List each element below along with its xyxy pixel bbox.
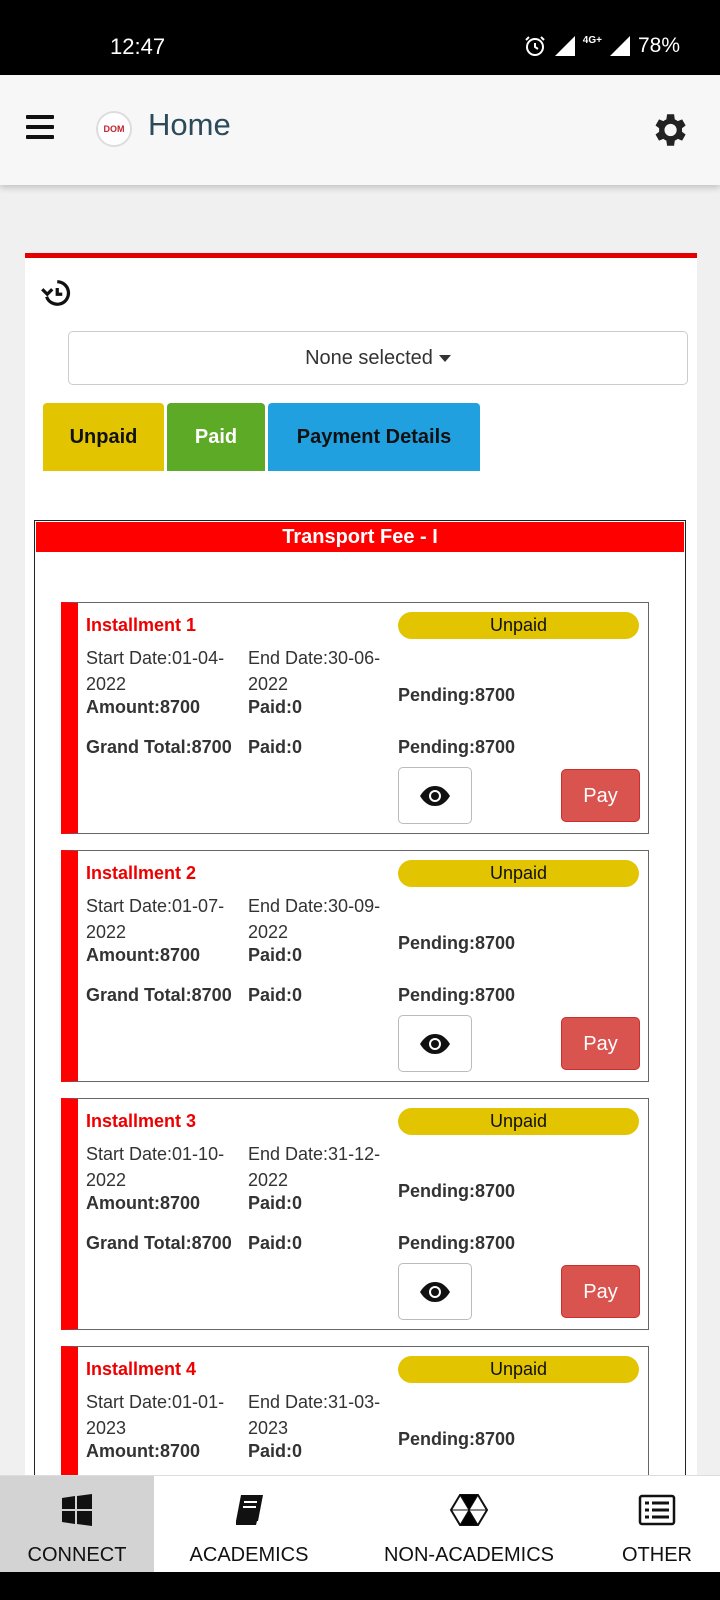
- book-icon: [232, 1492, 266, 1528]
- status-tabs: [43, 403, 480, 471]
- status-badge: Unpaid: [398, 1356, 639, 1383]
- menu-icon[interactable]: [26, 115, 54, 139]
- nav-connect[interactable]: [0, 1476, 154, 1573]
- nav-label: CONNECT: [27, 1544, 127, 1566]
- network-icon: [450, 1492, 488, 1528]
- end-date: End Date:30-06-2022: [248, 648, 381, 694]
- eye-icon: [419, 1033, 451, 1055]
- fee-panel: [25, 253, 697, 1475]
- status-badge: Unpaid: [398, 1108, 639, 1135]
- status-bar: [0, 0, 720, 75]
- paid-amount: Paid:0: [248, 1441, 303, 1461]
- nav-label: OTHER: [622, 1544, 692, 1566]
- fee-group-title: Transport Fee - I: [36, 522, 684, 552]
- pending-total: Pending:8700: [398, 737, 516, 757]
- end-date: End Date:31-12-2022: [248, 1144, 381, 1190]
- bottom-nav: [0, 1475, 720, 1572]
- paid-amount: Paid:0: [248, 697, 303, 717]
- paid-amount: Paid:0: [248, 1193, 303, 1213]
- pending-amount: Pending:8700: [398, 1429, 516, 1449]
- gear-icon[interactable]: [648, 109, 690, 151]
- caret-down-icon: [439, 355, 451, 362]
- paid-amount: Paid:0: [248, 945, 303, 965]
- installment-name: Installment 2: [86, 863, 197, 883]
- pending-amount: Pending:8700: [398, 685, 516, 705]
- nav-label: ACADEMICS: [189, 1544, 309, 1566]
- signal-icon: [553, 35, 577, 57]
- start-date: Start Date:01-07-2022: [86, 896, 225, 942]
- amount: Amount:8700: [86, 1193, 201, 1213]
- network-type: 4G+: [582, 34, 602, 46]
- pending-total: Pending:8700: [398, 985, 516, 1005]
- nav-label: NON-ACADEMICS: [383, 1544, 554, 1566]
- signal-icon-2: [608, 35, 632, 57]
- fee-filter-dropdown[interactable]: [68, 331, 688, 385]
- installment-name: Installment 3: [86, 1111, 197, 1131]
- history-icon[interactable]: [41, 278, 71, 308]
- pay-button[interactable]: Pay: [561, 1017, 640, 1070]
- paid-total: Paid:0: [248, 985, 303, 1005]
- app-logo: DOM: [96, 111, 132, 147]
- installment-name: Installment 1: [86, 615, 197, 635]
- amount: Amount:8700: [86, 945, 201, 965]
- status-time: 12:47: [110, 34, 166, 59]
- view-button[interactable]: [398, 1015, 472, 1072]
- windows-icon: [60, 1492, 94, 1528]
- status-badge: Unpaid: [398, 612, 639, 639]
- fee-group: [34, 520, 686, 1500]
- eye-icon: [419, 1281, 451, 1303]
- installment-name: Installment 4: [86, 1359, 197, 1379]
- battery-level: 78%: [637, 34, 680, 57]
- pending-amount: Pending:8700: [398, 933, 516, 953]
- pending-total: Pending:8700: [398, 1233, 516, 1253]
- tab-payment-details[interactable]: Payment Details: [268, 403, 480, 471]
- page-title: Home: [148, 107, 231, 142]
- installment-card: [61, 1098, 649, 1330]
- amount: Amount:8700: [86, 1441, 201, 1461]
- start-date: Start Date:01-01-2023: [86, 1392, 225, 1438]
- tab-unpaid[interactable]: Unpaid: [43, 403, 164, 471]
- list-icon: [639, 1492, 675, 1528]
- end-date: End Date:30-09-2022: [248, 896, 381, 942]
- pay-button[interactable]: Pay: [561, 1265, 640, 1318]
- pending-amount: Pending:8700: [398, 1181, 516, 1201]
- system-nav-bar: [0, 1572, 720, 1600]
- dropdown-value: None selected: [305, 347, 433, 369]
- grand-total: Grand Total:8700: [86, 985, 232, 1005]
- status-right: [523, 34, 680, 58]
- amount: Amount:8700: [86, 697, 201, 717]
- paid-total: Paid:0: [248, 737, 303, 757]
- pay-button[interactable]: Pay: [561, 769, 640, 822]
- view-button[interactable]: [398, 1263, 472, 1320]
- start-date: Start Date:01-10-2022: [86, 1144, 225, 1190]
- view-button[interactable]: [398, 767, 472, 824]
- grand-total: Grand Total:8700: [86, 737, 232, 757]
- nav-non-academics[interactable]: [344, 1476, 594, 1573]
- start-date: Start Date:01-04-2022: [86, 648, 225, 694]
- end-date: End Date:31-03-2023: [248, 1392, 381, 1438]
- grand-total: Grand Total:8700: [86, 1233, 232, 1253]
- tab-paid[interactable]: Paid: [167, 403, 265, 471]
- status-badge: Unpaid: [398, 860, 639, 887]
- alarm-icon: [523, 34, 547, 58]
- installment-card: [61, 850, 649, 1082]
- installment-card: [61, 602, 649, 834]
- eye-icon: [419, 785, 451, 807]
- app-bar: [0, 75, 720, 185]
- nav-other[interactable]: [594, 1476, 720, 1573]
- nav-academics[interactable]: [154, 1476, 344, 1573]
- paid-total: Paid:0: [248, 1233, 303, 1253]
